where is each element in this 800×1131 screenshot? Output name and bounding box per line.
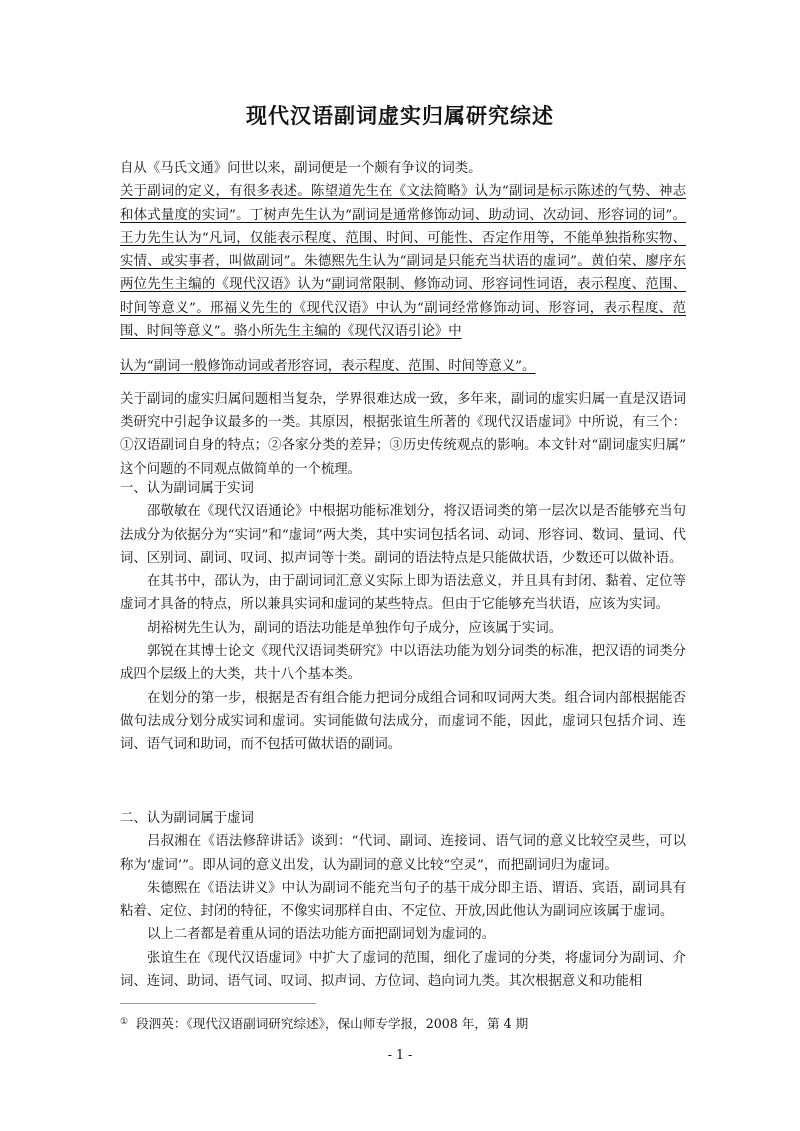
section-1 <box>120 477 686 757</box>
section-1-heading: 一、认为副词属于实词 <box>120 481 254 496</box>
footnote <box>120 1012 686 1034</box>
intro-block <box>120 157 686 481</box>
section-1-paragraph: 在划分的第一步，根据是否有组合能力把词分成组合词和叹词两大类。组合词内部根据能否做句法成分划分成实词和虚词。实词能做句法成分，而虚词不能，因此，虚词只包括介词、连词、语气词和助词，而不包括可做状语的副词。 <box>120 690 686 753</box>
definitions-paragraph-tail: 认为“副词一般修饰动词或者形容词，表示程度、范围、时间等意义”。 <box>120 359 536 375</box>
section-2-heading: 二、认为副词属于虚词 <box>120 811 254 826</box>
overview-paragraph: 关于副词的虚实归属问题相当复杂，学界很难达成一致，多年来，副词的虚实归属一直是汉语词类研究中引起争议最多的一类。其原因，根据张谊生所著的《现代汉语虚词》中所说，有三个：①汉语副词自身的特点；②各家分类的差异；③历史传统观点的影响。本文针对“副词虚实归属” 这个问题的不同观点做简单的一个梳理。 <box>120 391 686 477</box>
section-1-paragraph: 郭锐在其博士论文《现代汉语词类研究》中以语法功能为划分词类的标准，把汉语的词类分成四个层级上的大类，共十八个基本类。 <box>120 644 686 683</box>
section-2 <box>120 807 686 993</box>
section-1-paragraph: 邵敬敏在《现代汉语通论》中根据功能标准划分，将汉语词类的第一层次以是否能够充当句法成分为依据分为“实词”和“虚词”两大类，其中实词包括名词、动词、形容词、数词、量词、代词、区别词、副词、叹词、拟声词等十类。副词的语法特点是只能做状语，少数还可以做补语。 <box>120 504 686 566</box>
section-2-paragraph: 朱德熙在《语法讲义》中认为副词不能充当句子的基干成分即主语、谓语、宾语，副词具有粘着、定位、封闭的特征，不像实词那样自由、不定位、开放,因此他认为副词应该属于虚词。 <box>120 880 686 920</box>
section-1-paragraph: 在其书中，邵认为，由于副词词汇意义实际上即为语法意义，并且具有封闭、黏着、定位等虚词才具备的特点，所以兼具实词和虚词的某些特点。但由于它能够充当状语，应该为实词。 <box>120 574 686 613</box>
page-number: - 1 - <box>387 1047 413 1062</box>
section-2-paragraph: 张谊生在《现代汉语虚词》中扩大了虚词的范围，细化了虚词的分类，将虚词分为副词、介词、连词、助词、语气词、叹词、拟声词、方位词、趋向词九类。其次根据意义和功能相 <box>120 950 686 990</box>
definitions-paragraph: 关于副词的定义，有很多表述。陈望道先生在《文法简略》认为“副词是标示陈述的气势、神志和体式量度的实词”。丁树声先生认为“副词是通常修饰动词、助动词、次动词、形容词的词”。王力先生认为“凡词，仅能表示程度、范围、时间、可能性、否定作用等，不能单独指称实物、实情、或实事者，叫做副词”。朱德熙先生认为“副词是只能充当状语的虚词”。黄伯荣、廖序东两位先生主编的《现代汉语》认为“副词常限制、修饰动词、形容词性词语，表示程度、范围、时间等意义”。邢福义先生的《现代汉语》中认为“副词经常修饰动词、形容词，表示程度、范围、时间等意义”。骆小所先生主编的《现代汉语引论》中 <box>120 184 686 340</box>
section-2-paragraph: 以上二者都是着重从词的语法功能方面把副词划为虚词的。 <box>147 927 496 943</box>
footnote-marker: ① <box>120 1017 129 1027</box>
intro-line: 自从《马氏文通》问世以来，副词便是一个颇有争议的词类。 <box>120 161 482 176</box>
footnote-divider <box>120 1003 316 1004</box>
footnote-text: 段泗英：《现代汉语副词研究综述》，保山师专学报，2008 年，第 4 期 <box>136 1016 529 1031</box>
section-1-paragraph: 胡裕树先生认为，副词的语法功能是单独作句子成分，应该属于实词。 <box>147 620 563 636</box>
document-title: 现代汉语副词虚实归属研究综述 <box>246 103 554 128</box>
section-2-paragraph: 吕叔湘在《语法修辞讲话》谈到：“代词、副词、连接词、语气词的意义比较空灵些，可以称为‘虚词’”。即从词的意义出发，认为副词的意义比较“空灵”，而把副词归为虚词。 <box>120 834 686 873</box>
